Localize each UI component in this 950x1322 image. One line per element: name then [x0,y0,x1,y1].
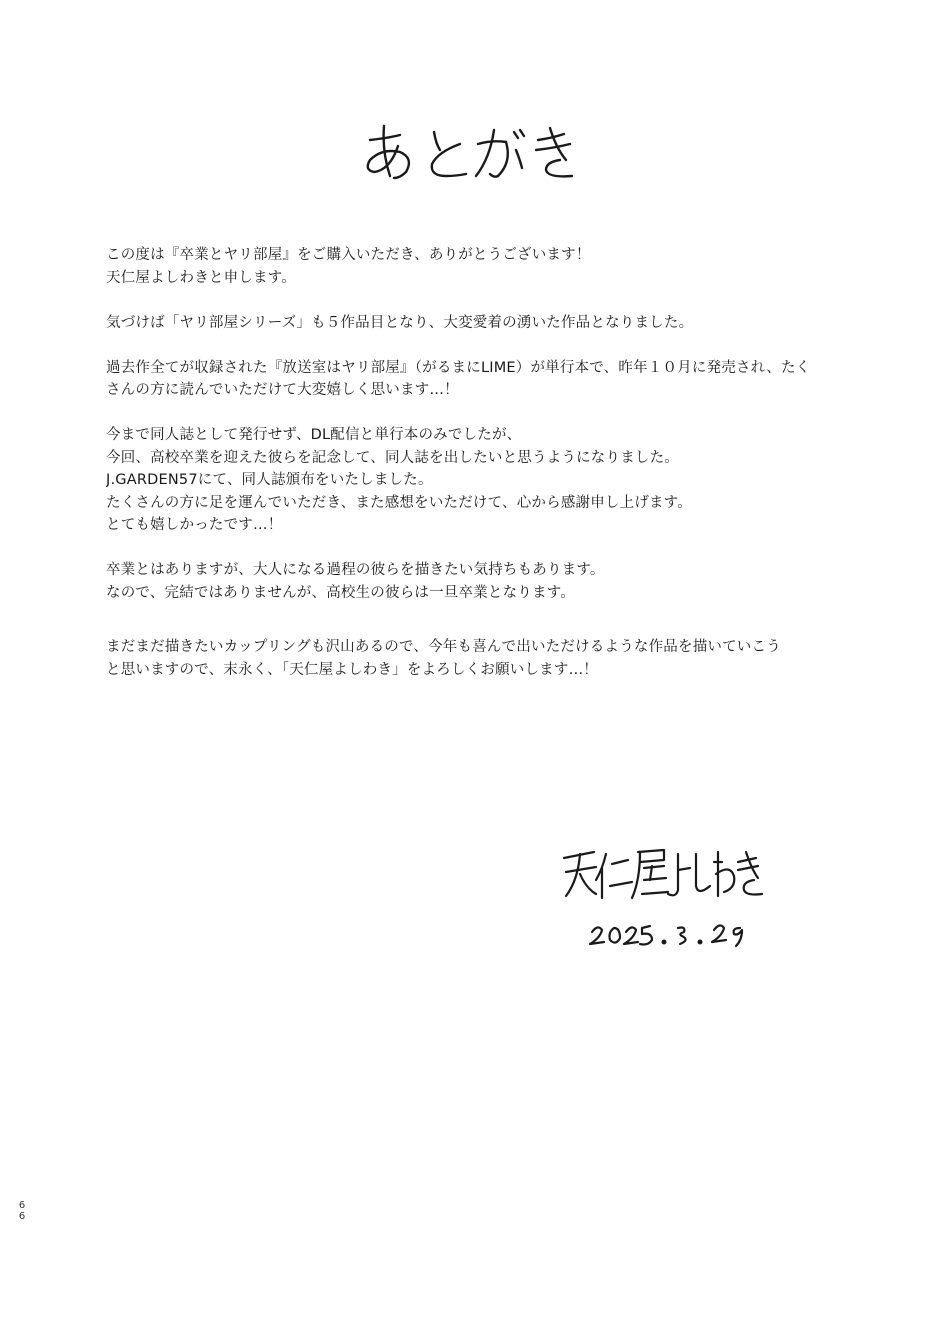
paragraph-5-line-1: 卒業とはありますが、大人になる過程の彼らを描きたい気持ちもあります。 [106,562,605,578]
page-number-text: 6 6 [18,1200,26,1222]
paragraph-1-line-1: この度は『卒業とヤリ部屋』をご購入いただき、ありがとうございます！ [106,247,591,263]
paragraph-3-line-2: さんの方に読んでいただけて大変嬉しく思います…！ [106,382,459,398]
paragraph-4-line-5: とても嬉しかったです…！ [106,517,283,533]
afterword-body [106,244,846,681]
handwritten-signature [560,840,770,960]
paragraph-4-line-4: たくさんの方に足を運んでいただき、また感想をいただけて、心から感謝申し上げます。 [106,494,692,511]
page-number [16,1200,28,1222]
paragraph-2-line-1: 気づけば「ヤリ部屋シリーズ」も５作品目となり、大変愛着の湧いた作品となりました。 [106,314,694,331]
paragraph-4-line-3: J.GARDEN57にて、同人誌頒布をいたしました。 [106,472,433,488]
paragraph-4-line-1: 今まで同人誌として発行せず、DL配信と単行本のみでしたが、 [106,427,522,443]
handwritten-title-graphic [360,118,590,188]
paragraph-5-line-2: なので、完結ではありませんが、高校生の彼らは一旦卒業となります。 [106,584,575,601]
page-title [360,118,590,188]
paragraph-6-line-2: と思いますので、末永く、「天仁屋よしわき」をよろしくお願いします…！ [106,661,598,678]
paragraph-1-line-2: 天仁屋よしわきと申します。 [106,269,296,286]
paragraph-6-line-1: まだまだ描きたいカップリングも沢山あるので、今年も喜んで出いただけるような作品を描いていこう [106,639,781,655]
paragraph-4-line-2: 今回、高校卒業を迎えた彼らを記念して、同人誌を出したいと思うようになりました。 [106,449,680,466]
paragraph-3-line-1: 過去作全てが収録された『放送室はヤリ部屋』（がるまにLIME）が単行本で、昨年１０月に発売され、たく [106,359,811,376]
signature-graphic [560,840,770,960]
